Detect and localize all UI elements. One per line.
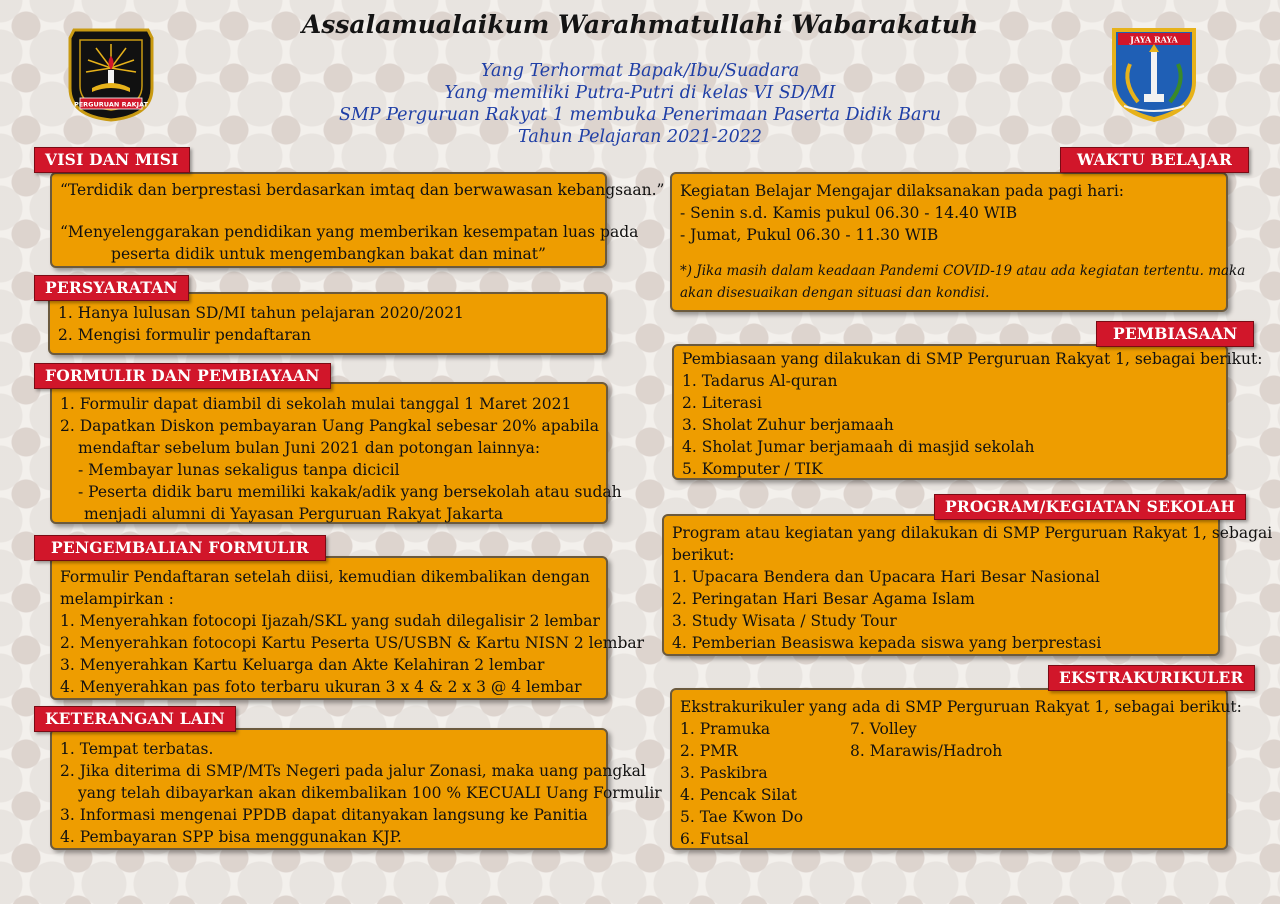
- logo-text: JAYA RAYA: [1130, 34, 1178, 45]
- list-item: 1. Menyerahkan fotocopi Ijazah/SKL yang sudah dilegalisir 2 lembar: [60, 612, 600, 630]
- list-item: 3. Study Wisata / Study Tour: [672, 612, 897, 630]
- list-item: 2. Menyerahkan fotocopi Kartu Peserta US/USBN & Kartu NISN 2 lembar: [60, 634, 645, 652]
- label-ekskul: EKSTRAKURIKULER: [1048, 665, 1255, 691]
- misi-text: “Menyelenggarakan pendidikan yang memberikan kesempatan luas pada: [60, 223, 639, 241]
- label-keterangan: KETERANGAN LAIN: [34, 706, 236, 732]
- intro-line: Tahun Pelajaran 2021-2022: [518, 127, 762, 147]
- list-item: - Membayar lunas sekaligus tanpa dicicil: [78, 461, 400, 479]
- list-item: Formulir Pendaftaran setelah diisi, kemudian dikembalikan dengan: [60, 568, 590, 586]
- persyaratan-box: [48, 292, 608, 355]
- label-formulir: FORMULIR DAN PEMBIAYAAN: [34, 363, 331, 389]
- list-item: 3. Sholat Zuhur berjamaah: [682, 416, 894, 434]
- intro-line: SMP Perguruan Rakyat 1 membuka Penerimaan Paserta Didik Baru: [338, 105, 942, 125]
- list-item: 4. Menyerahkan pas foto terbaru ukuran 3 x 4 & 2 x 3 @ 4 lembar: [60, 678, 582, 696]
- list-item: 4. Pembayaran SPP bisa menggunakan KJP.: [60, 828, 402, 846]
- list-item: 3. Paskibra: [680, 764, 768, 782]
- label-pembiasaan: PEMBIASAAN: [1096, 321, 1254, 347]
- list-item: - Jumat, Pukul 06.30 - 11.30 WIB: [680, 226, 939, 244]
- keterangan-box: [50, 728, 662, 850]
- list-item: 4. Sholat Jumar berjamaah di masjid sekolah: [682, 438, 1035, 456]
- list-item: Program atau kegiatan yang dilakukan di SMP Perguruan Rakyat 1, sebagai: [672, 524, 1273, 542]
- list-item: 2. Dapatkan Diskon pembayaran Uang Pangkal sebesar 20% apabila: [60, 417, 599, 435]
- waktu-box: [670, 172, 1246, 312]
- label-pengembalian: PENGEMBALIAN FORMULIR: [34, 535, 326, 561]
- list-item: - Peserta didik baru memiliki kakak/adik yang bersekolah atau sudah: [78, 483, 622, 501]
- formulir-box: [50, 382, 622, 524]
- list-item: 7. Volley: [850, 720, 917, 738]
- list-item: 2. Literasi: [682, 394, 762, 412]
- note-text: akan disesuaikan dengan situasi dan kondisi.: [680, 285, 990, 301]
- list-item: 1. Formulir dapat diambil di sekolah mulai tanggal 1 Maret 2021: [60, 395, 572, 413]
- visi-misi-box: [50, 172, 665, 268]
- label-program: PROGRAM/KEGIATAN SEKOLAH: [934, 494, 1246, 520]
- list-item: 1. Upacara Bendera dan Upacara Hari Besar Nasional: [672, 568, 1100, 586]
- intro-block: [0, 60, 1280, 148]
- list-item: melampirkan :: [60, 590, 174, 608]
- label-waktu: WAKTU BELAJAR: [1060, 147, 1249, 173]
- list-item: 2. PMR: [680, 742, 738, 760]
- list-item: - Senin s.d. Kamis pukul 06.30 - 14.40 WIB: [680, 204, 1018, 222]
- ekskul-intro: Ekstrakurikuler yang ada di SMP Perguruan Rakyat 1, sebagai berikut:: [680, 698, 1242, 716]
- list-item: berikut:: [672, 546, 735, 564]
- list-item: 1. Tempat terbatas.: [60, 740, 214, 758]
- list-item: 5. Tae Kwon Do: [680, 808, 804, 826]
- pembiasaan-box: [672, 344, 1263, 480]
- pengembalian-box: [50, 556, 645, 700]
- note-text: *) Jika masih dalam keadaan Pandemi COVID-19 atau ada kegiatan tertentu. maka: [680, 263, 1246, 279]
- list-item: 2. Mengisi formulir pendaftaran: [58, 326, 311, 344]
- list-item: 5. Komputer / TIK: [682, 460, 823, 478]
- ekskul-column: [680, 718, 850, 850]
- list-item: 8. Marawis/Hadroh: [850, 742, 1003, 760]
- list-item: 4. Pemberian Beasiswa kepada siswa yang berprestasi: [672, 634, 1102, 652]
- list-item: Kegiatan Belajar Mengajar dilaksanakan pada pagi hari:: [680, 182, 1125, 200]
- list-item: 2. Jika diterima di SMP/MTs Negeri pada jalur Zonasi, maka uang pangkal: [60, 762, 646, 780]
- ekskul-box: [670, 688, 1242, 850]
- jaya-raya-logo: [1108, 24, 1200, 124]
- list-item: 2. Peringatan Hari Besar Agama Islam: [672, 590, 975, 608]
- intro-line: Yang memiliki Putra-Putri di kelas VI SD/MI: [444, 83, 836, 103]
- intro-line: Yang Terhormat Bapak/Ibu/Suadara: [480, 61, 800, 81]
- list-item: mendaftar sebelum bulan Juni 2021 dan potongan lainnya:: [78, 439, 541, 457]
- greeting-title: Assalamualaikum Warahmatullahi Wabarakatuh: [301, 10, 979, 39]
- list-item: 6. Futsal: [680, 830, 749, 848]
- list-item: 1. Tadarus Al-quran: [682, 372, 838, 390]
- list-item: menjadi alumni di Yayasan Perguruan Rakyat Jakarta: [84, 505, 504, 523]
- list-item: yang telah dibayarkan akan dikembalikan 100 % KECUALI Uang Formulir: [78, 784, 662, 802]
- list-item: 3. Menyerahkan Kartu Keluarga dan Akte Kelahiran 2 lembar: [60, 656, 545, 674]
- program-box: [662, 514, 1273, 656]
- list-item: 1. Hanya lulusan SD/MI tahun pelajaran 2020/2021: [58, 304, 464, 322]
- logo-text: PERGURUAN RAKJAT: [73, 100, 149, 109]
- list-item: Pembiasaan yang dilakukan di SMP Perguruan Rakyat 1, sebagai berikut:: [682, 350, 1263, 368]
- label-visi-misi: VISI DAN MISI: [34, 147, 190, 173]
- list-item: 1. Pramuka: [680, 720, 771, 738]
- label-persyaratan: PERSYARATAN: [34, 275, 189, 301]
- visi-text: “Terdidik dan berprestasi berdasarkan imtaq dan berwawasan kebangsaan.”: [60, 181, 665, 199]
- list-item: 3. Informasi mengenai PPDB dapat ditanyakan langsung ke Panitia: [60, 806, 588, 824]
- ekskul-column: [850, 718, 1002, 850]
- perguruan-rakjat-logo: [66, 26, 156, 122]
- misi-text: peserta didik untuk mengembangkan bakat dan minat”: [111, 245, 546, 263]
- list-item: 4. Pencak Silat: [680, 786, 797, 804]
